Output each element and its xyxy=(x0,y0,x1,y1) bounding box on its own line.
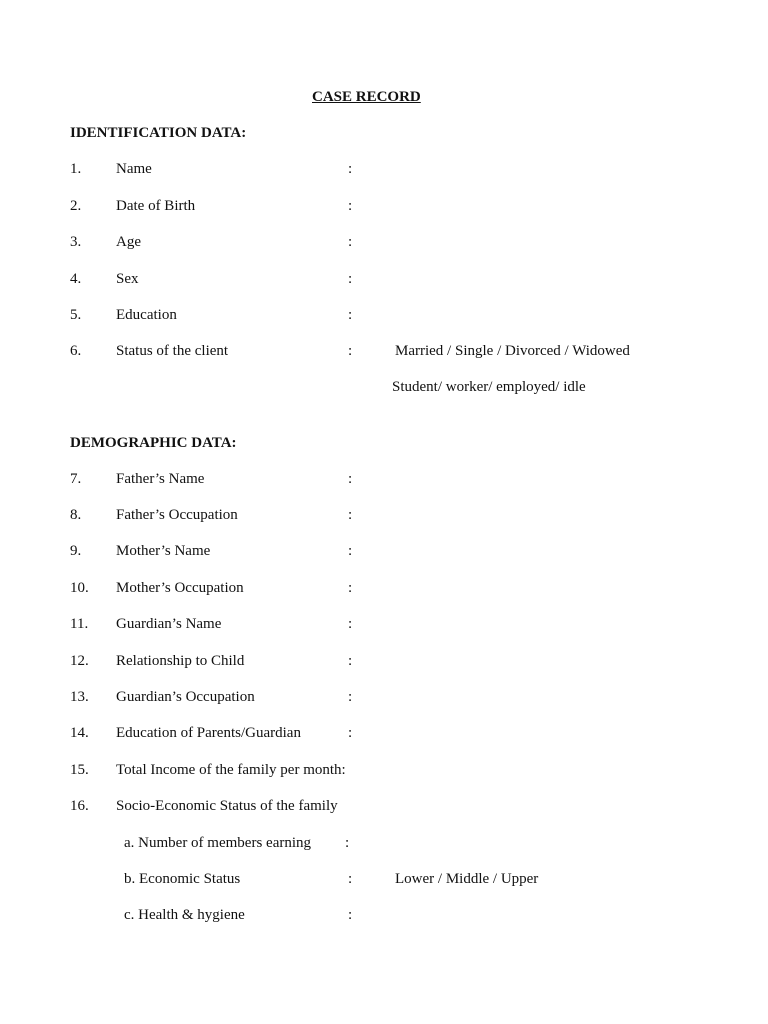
colon: : xyxy=(348,871,353,887)
colon: : xyxy=(348,907,353,923)
fathers-occupation-label: Father’s Occupation xyxy=(116,507,238,523)
demographic-heading: DEMOGRAPHIC DATA: xyxy=(70,435,237,451)
item-number: 11. xyxy=(70,616,89,632)
education-label: Education xyxy=(116,307,177,323)
name-label: Name xyxy=(116,161,152,177)
colon: : xyxy=(348,161,353,177)
item-number: 9. xyxy=(70,543,82,559)
item-number: 16. xyxy=(70,798,89,814)
colon: : xyxy=(345,835,350,851)
item-number: 14. xyxy=(70,725,89,741)
item-number: 8. xyxy=(70,507,82,523)
item-number: 6. xyxy=(70,343,82,359)
mothers-occupation-label: Mother’s Occupation xyxy=(116,580,244,596)
relationship-to-child-label: Relationship to Child xyxy=(116,653,245,669)
socio-economic-status-label: Socio-Economic Status of the family xyxy=(116,798,338,814)
item-number: 2. xyxy=(70,198,82,214)
date-of-birth-label: Date of Birth xyxy=(116,198,196,214)
guardians-occupation-label: Guardian’s Occupation xyxy=(116,689,255,705)
colon: : xyxy=(348,653,353,669)
occupation-status-options: Student/ worker/ employed/ idle xyxy=(392,379,586,395)
guardians-name-label: Guardian’s Name xyxy=(116,616,222,632)
colon: : xyxy=(348,307,353,323)
colon: : xyxy=(348,507,353,523)
education-of-parents-label: Education of Parents/Guardian xyxy=(116,725,301,741)
colon: : xyxy=(348,343,353,359)
colon: : xyxy=(348,471,353,487)
item-number: 10. xyxy=(70,580,89,596)
colon: : xyxy=(348,543,353,559)
health-hygiene-label: c. Health & hygiene xyxy=(124,907,245,923)
identification-heading: IDENTIFICATION DATA: xyxy=(70,125,247,141)
page-title: CASE RECORD xyxy=(312,89,421,105)
item-number: 7. xyxy=(70,471,82,487)
sex-label: Sex xyxy=(116,271,139,287)
fathers-name-label: Father’s Name xyxy=(116,471,205,487)
age-label: Age xyxy=(116,234,141,250)
colon: : xyxy=(348,198,353,214)
mothers-name-label: Mother’s Name xyxy=(116,543,211,559)
colon: : xyxy=(348,271,353,287)
members-earning-label: a. Number of members earning xyxy=(124,835,312,851)
economic-status-options: Lower / Middle / Upper xyxy=(395,871,539,887)
colon: : xyxy=(348,689,353,705)
item-number: 4. xyxy=(70,271,82,287)
colon: : xyxy=(348,725,353,741)
colon: : xyxy=(348,580,353,596)
status-label: Status of the client xyxy=(116,343,229,359)
item-number: 3. xyxy=(70,234,82,250)
item-number: 15. xyxy=(70,762,89,778)
total-income-label: Total Income of the family per month: xyxy=(116,762,346,778)
item-number: 1. xyxy=(70,161,82,177)
economic-status-label: b. Economic Status xyxy=(124,871,241,887)
colon: : xyxy=(348,616,353,632)
item-number: 5. xyxy=(70,307,82,323)
item-number: 13. xyxy=(70,689,89,705)
colon: : xyxy=(348,234,353,250)
marital-status-options: Married / Single / Divorced / Widowed xyxy=(395,343,630,359)
item-number: 12. xyxy=(70,653,89,669)
